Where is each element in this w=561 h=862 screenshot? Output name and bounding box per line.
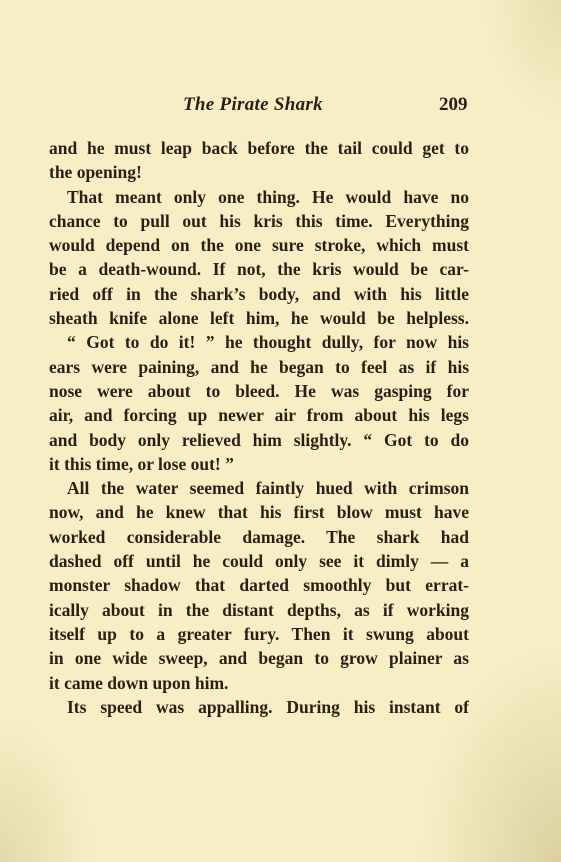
text-line: it came down upon him.	[49, 672, 229, 693]
text-line: sheath knife alone left him, he would be helpless.	[49, 308, 469, 329]
text-line: itself up to a greater fury. Then it swung about	[49, 623, 469, 644]
page-number: 209	[439, 94, 468, 115]
text-line: chance to pull out his kris this time. Everything	[49, 210, 469, 231]
text-line: dashed off until he could only see it dimly — a	[49, 551, 469, 572]
text-line: and body only relieved him slightly. “ Got to do	[49, 429, 469, 450]
text-line: Its speed was appalling. During his instant of	[67, 696, 469, 717]
text-line: and he must leap back before the tail could get to	[49, 138, 469, 158]
text-line: in one wide sweep, and began to grow plainer as	[49, 648, 469, 669]
text-line: “ Got to do it! ” he thought dully, for now his	[67, 332, 469, 353]
text-line: be a death-wound. If not, the kris would be car-	[49, 259, 469, 280]
text-line: worked considerable damage. The shark had	[49, 526, 469, 547]
text-line: nose were about to bleed. He was gasping for	[49, 380, 469, 401]
running-title: The Pirate Shark	[183, 94, 323, 115]
running-header	[0, 93, 561, 117]
text-line: ically about in the distant depths, as if working	[49, 599, 469, 620]
text-line: it this time, or lose out! ”	[49, 453, 234, 474]
text-line: monster shadow that darted smoothly but errat-	[49, 575, 469, 596]
text-line: That meant only one thing. He would have no	[67, 186, 469, 207]
text-line: the opening!	[49, 162, 142, 183]
text-line: air, and forcing up newer air from about his legs	[49, 405, 469, 426]
text-line: ried off in the shark’s body, and with his little	[49, 283, 469, 304]
text-line: ears were paining, and he began to feel as if his	[49, 356, 469, 377]
text-line: All the water seemed faintly hued with crimson	[67, 478, 469, 499]
text-line: would depend on the one sure stroke, which must	[49, 235, 469, 256]
text-line: now, and he knew that his first blow must have	[49, 502, 469, 523]
body-text	[49, 136, 469, 719]
